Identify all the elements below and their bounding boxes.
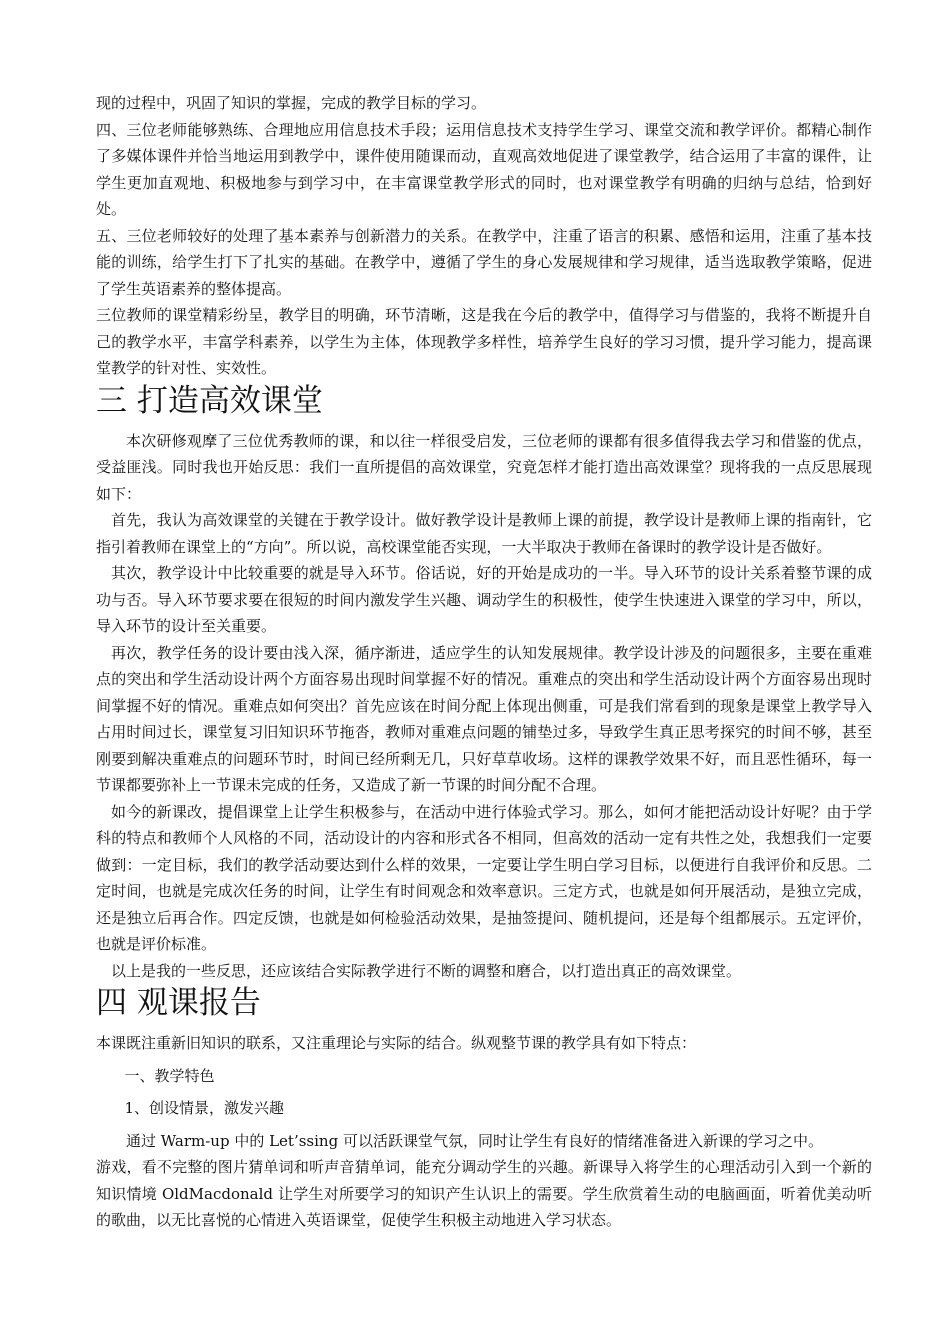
document-page: [96, 90, 872, 1234]
paragraph: 如今的新课改，提倡课堂上让学生积极参与，在活动中进行体验式学习。那么，如何才能把活动设计好呢？由于学科的特点和教师个人风格的不同，活动设计的内容和形式各不相同，但高效的活动一定有共性之处，我想我们一定要做到：一定目标，我们的教学活动要达到什么样的效果，一定要让学生明白学习目标，以便进行自我评价和反思。二定时间，也就是完成次任务的时间，让学生有时间观念和效率意识。三定方式，也就是如何开展活动，是独立完成，还是独立后再合作。四定反馈，也就是如何检验活动效果，是抽签提问、随机提问，还是每个组都展示。五定评价，也就是评价标准。: [96, 802, 872, 953]
paragraph: 五、三位老师较好的处理了基本素养与创新潜力的关系。在教学中，注重了语言的积累、感悟和运用，注重了基本技能的训练，给学生打下了扎实的基础。在教学中，遵循了学生的身心发展规律和学习规律，适当选取教学策略，促进了学生英语素养的整体提高。: [96, 226, 872, 298]
paragraph: 本次研修观摩了三位优秀教师的课，和以往一样很受启发，三位老师的课都有很多值得我去学习和借鉴的优点，受益匪浅。同时我也开始反思：我们一直所提倡的高效课堂，究竟怎样才能打造出高效课堂？现将我的一点反思展现如下：: [96, 431, 872, 503]
paragraph: 通过 Warm-up 中的 Let’ssing 可以活跃课堂气氛，同时让学生有良好的情绪准备进入新课的学习之中。: [126, 1131, 823, 1150]
paragraph: 游戏，看不完整的图片猜单词和听声音猜单词，能充分调动学生的兴趣。新课导入将学生的心理活动引入到一个新的知识情境 OldMacdonald 让学生对所要学习的知识产生认识上的需要。学生欣赏着生动的电脑画面，听着优美动听的歌曲，以无比喜悦的心情进入英语课堂，促使学生积极主动地进入学习状态。: [96, 1158, 872, 1229]
paragraph: 再次，教学任务的设计要由浅入深，循序渐进，适应学生的认知发展规律。教学设计涉及的问题很多，主要在重难点的突出和学生活动设计两个方面容易出现时间掌握不好的情况。重难点的突出和学生活动设计两个方面容易出现时间掌握不好的情况。重难点如何突出？首先应该在时间分配上体现出侧重，可是我们常看到的现象是课堂上教学导入占用时间过长，课堂复习旧知识环节拖沓，教师对重难点问题的铺垫过多，导致学生真正思考探究的时间不够，甚至刚要到解决重难点的问题环节时，时间已经所剩无几，只好草草收场。这样的课教学效果不好，而且恶性循环，每一节课都要弥补上一节课未完成的任务，又造成了新一节课的时间分配不合理。: [96, 643, 872, 794]
section-heading-3: 三 打造高效课堂: [96, 382, 323, 419]
paragraph: 现的过程中，巩固了知识的掌握，完成的教学目标的学习。: [96, 94, 487, 112]
section-heading-4: 四 观课报告: [96, 985, 261, 1021]
paragraph: 首先，我认为高效课堂的关键在于教学设计。做好教学设计是教师上课的前提，教学设计是教师上课的指南针，它指引着教师在课堂上的“方向”。所以说，高校课堂能否实现，一大半取决于教师在备课时的教学设计是否做好。: [96, 511, 872, 556]
paragraph: 四、三位老师能够熟练、合理地应用信息技术手段；运用信息技术支持学生学习、课堂交流和教学评价。都精心制作了多媒体课件并恰当地运用到教学中，课件使用随课而动，直观高效地促进了课堂教学，结合运用了丰富的课件，让学生更加直观地、积极地参与到学习中，在丰富课堂教学形式的同时，也对课堂教学有明确的归纳与总结，恰到好处。: [96, 120, 872, 218]
list-item: 一、教学特色: [124, 1066, 215, 1085]
list-item: 1、创设情景，激发兴趣: [124, 1099, 285, 1117]
paragraph: 三位教师的课堂精彩纷呈，教学目的明确，环节清晰，这是我在今后的教学中，值得学习与借鉴的，我将不断提升自己的教学水平，丰富学科素养，以学生为主体，体现教学多样性，培养学生良好的学习习惯，提升学习能力，提高课堂教学的针对性、实效性。: [96, 306, 872, 377]
paragraph: 其次，教学设计中比较重要的就是导入环节。俗话说，好的开始是成功的一半。导入环节的设计关系着整节课的成功与否。导入环节要求要在很短的时间内激发学生兴趣、调动学生的积极性，使学生快速进入课堂的学习中，所以，导入环节的设计至关重要。: [96, 564, 872, 635]
paragraph: 以上是我的一些反思，还应该结合实际教学进行不断的调整和磨合，以打造出真正的高效课堂。: [111, 961, 742, 980]
paragraph: 本课既注重新旧知识的联系，又注重理论与实际的结合。纵观整节课的教学具有如下特点：: [96, 1034, 697, 1052]
